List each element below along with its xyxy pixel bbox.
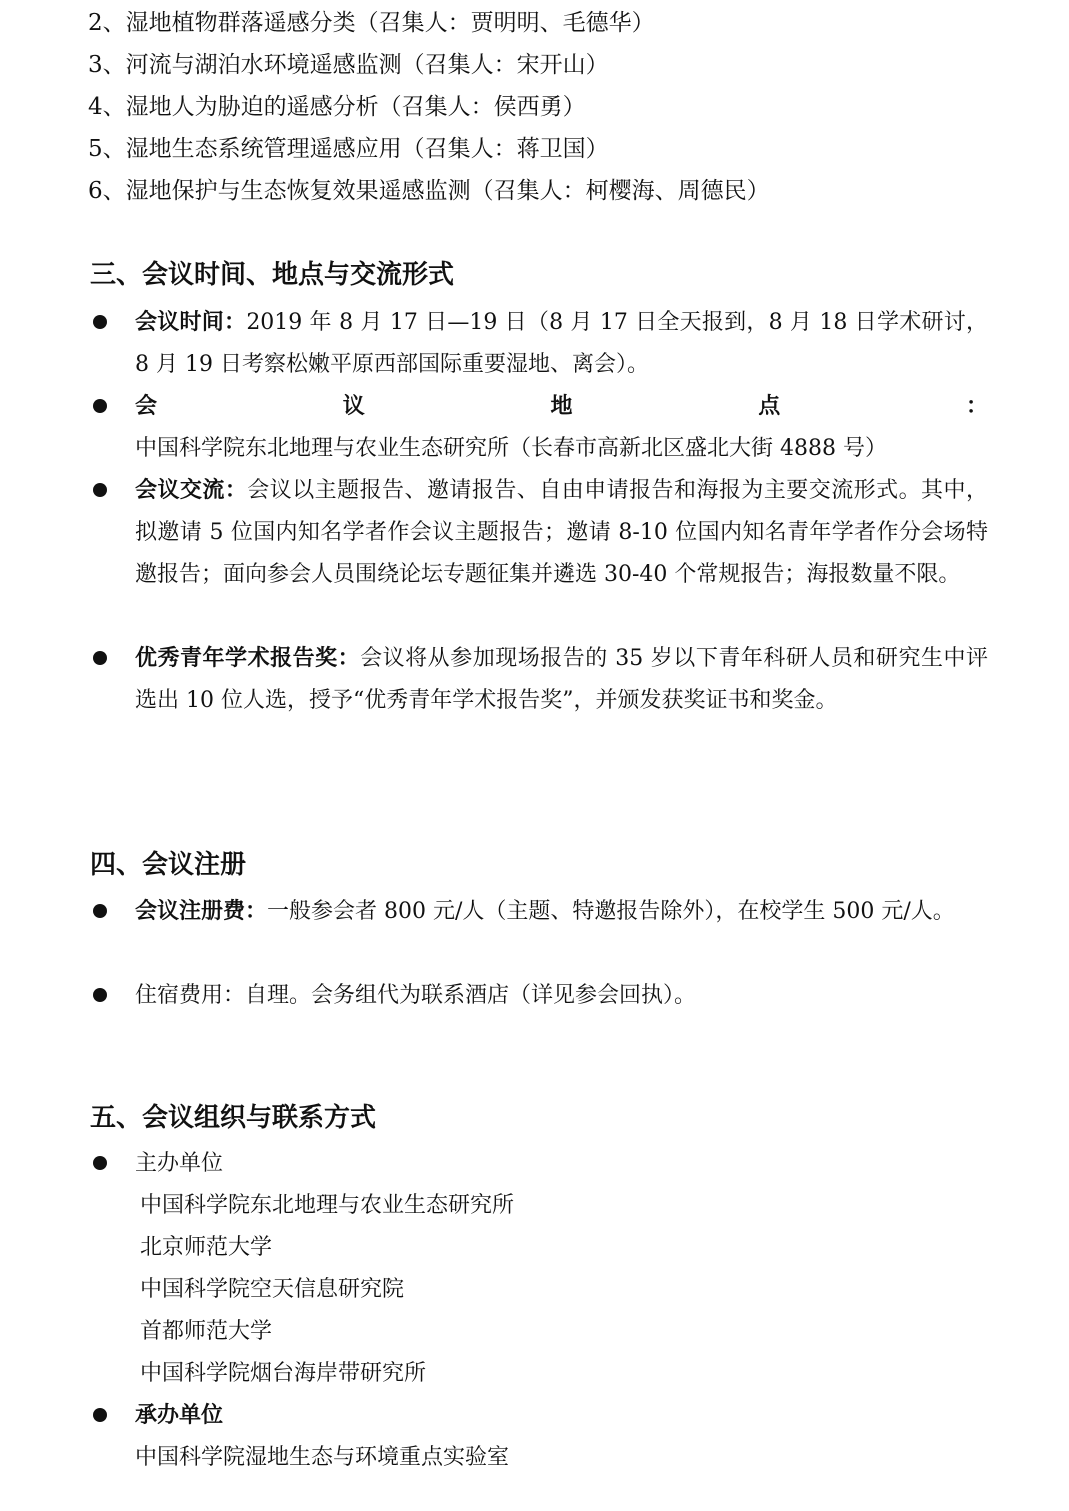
host-label: 主办单位 xyxy=(135,1151,224,1176)
bullet-item-meeting-time xyxy=(88,302,988,386)
bullet-item-meeting-exchange xyxy=(88,470,988,596)
bullet-item-meeting-place xyxy=(88,386,988,470)
topic-item: 3、河流与湖泊水环境遥感监测（召集人：宋开山） xyxy=(88,52,609,78)
section-heading-schedule: 三、会议时间、地点与交流形式 xyxy=(90,260,455,290)
bullet-item-youth-award xyxy=(88,638,988,722)
bullet-dot-icon xyxy=(93,988,107,1002)
youth-award-label: 优秀青年学术报告奖： xyxy=(135,646,361,671)
meeting-exchange-label: 会议交流： xyxy=(135,478,248,503)
organizer-org-item: 中国科学院湿地生态与环境重点实验室 xyxy=(135,1445,510,1470)
bullet-item-host xyxy=(88,1143,988,1185)
host-org-item: 首都师范大学 xyxy=(140,1319,273,1344)
youth-award-text: 会议将从参加现场报告的 35 岁以下青年科研人员和研究生中评选出 10 位人选，授予“优秀青年学术报告奖”，并颁发获奖证书和奖金。 xyxy=(135,646,988,713)
registration-fee-text: 一般参会者 800 元/人（主题、特邀报告除外），在校学生 500 元/人。 xyxy=(267,899,955,924)
section-heading-organization: 五、会议组织与联系方式 xyxy=(90,1103,377,1133)
bullet-dot-icon xyxy=(93,651,107,665)
host-org-item: 中国科学院东北地理与农业生态研究所 xyxy=(140,1193,515,1218)
bullet-item-lodging xyxy=(88,975,988,1017)
registration-fee-label: 会议注册费： xyxy=(135,899,268,924)
host-org-list xyxy=(140,1185,840,1395)
bullet-dot-icon xyxy=(93,483,107,497)
bullet-item-organizer xyxy=(88,1395,988,1437)
topic-item: 2、湿地植物群落遥感分类（召集人：贾明明、毛德华） xyxy=(88,10,655,36)
host-org-item: 中国科学院烟台海岸带研究所 xyxy=(140,1361,427,1386)
meeting-exchange-text: 会议以主题报告、邀请报告、自由申请报告和海报为主要交流形式。其中，拟邀请 5 位国内知名学者作会议主题报告；邀请 8-10 位国内知名青年学者作分会场特邀报告；面向参会人员围绕论坛专题征集并遴选 30-40 个常规报告；海报数量不限。 xyxy=(135,478,988,587)
bullet-dot-icon xyxy=(93,399,107,413)
organizer-org-list xyxy=(135,1437,835,1479)
meeting-time-text: 2019 年 8 月 17 日—19 日（8 月 17 日全天报到，8 月 18 日学术研讨，8 月 19 日考察松嫩平原西部国际重要湿地、离会）。 xyxy=(135,310,988,377)
bullet-dot-icon xyxy=(93,315,107,329)
meeting-place-text: 中国科学院东北地理与农业生态研究所（长春市高新北区盛北大街 4888 号） xyxy=(135,436,887,461)
topic-item: 4、湿地人为胁迫的遥感分析（召集人：侯西勇） xyxy=(88,94,586,120)
lodging-text: 住宿费用：自理。会务组代为联系酒店（详见参会回执）。 xyxy=(135,983,697,1008)
organizer-label: 承办单位 xyxy=(135,1403,224,1428)
bullet-dot-icon xyxy=(93,1156,107,1170)
host-org-item: 北京师范大学 xyxy=(140,1235,273,1260)
bullet-dot-icon xyxy=(93,1408,107,1422)
bullet-item-registration-fee xyxy=(88,891,988,933)
topic-item: 5、湿地生态系统管理遥感应用（召集人：蒋卫国） xyxy=(88,136,609,162)
topic-item: 6、湿地保护与生态恢复效果遥感监测（召集人：柯樱海、周德民） xyxy=(88,178,770,204)
bullet-dot-icon xyxy=(93,904,107,918)
meeting-time-label: 会议时间： xyxy=(135,310,247,335)
section-heading-registration: 四、会议注册 xyxy=(90,850,247,880)
host-org-item: 中国科学院空天信息研究院 xyxy=(140,1277,405,1302)
topic-list xyxy=(88,2,1048,212)
meeting-place-label: 会议地点： xyxy=(135,394,988,419)
